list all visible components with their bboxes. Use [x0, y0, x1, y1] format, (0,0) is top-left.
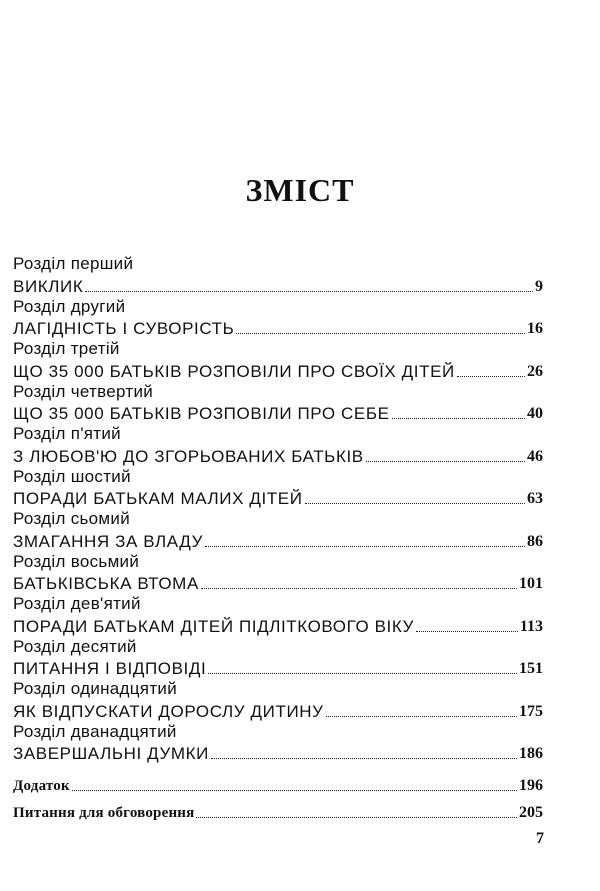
chapter-title: ЗМАГАННЯ ЗА ВЛАДУ [13, 531, 203, 551]
chapter-title: ЛАГІДНІСТЬ І СУВОРІСТЬ [13, 319, 235, 338]
chapter-label: Розділ третій [13, 339, 120, 358]
toc-entry[interactable] [13, 796, 543, 823]
chapter-title: БАТЬКІВСЬКА ВТОМА [13, 574, 199, 593]
page-title: ЗМІСТ [245, 172, 355, 208]
dot-leader [416, 630, 518, 632]
dot-leader [208, 672, 517, 674]
chapter-page-number: 113 [519, 617, 543, 635]
chapter-title: З ЛЮБОВ'Ю ДО ЗГОРЬОВАНИХ БАТЬКІВ [13, 446, 364, 466]
dot-leader [201, 587, 517, 589]
toc-chapter [13, 637, 543, 680]
chapter-page-number: 186 [519, 745, 543, 762]
toc-entry[interactable] [13, 403, 543, 425]
toc-chapter [13, 509, 543, 552]
chapter-title: ПИТАННЯ І ВІДПОВІДІ [13, 659, 207, 678]
chapter-page-number: 26 [527, 362, 543, 380]
dot-leader [211, 757, 517, 759]
chapter-label: Розділ одинадцятий [13, 679, 177, 698]
chapter-title: ЗАВЕРШАЛЬНІ ДУМКИ [13, 744, 209, 763]
dot-leader [366, 460, 525, 462]
dot-leader [457, 375, 525, 377]
chapter-title: ЩО 35 000 БАТЬКІВ РОЗПОВІЛИ ПРО СВОЇХ ДІТЕЙ [13, 361, 455, 381]
chapter-page-number: 101 [519, 575, 543, 592]
chapter-page-number: 63 [527, 490, 543, 507]
chapter-label: Розділ четвертий [13, 381, 154, 401]
toc-entry[interactable] [13, 530, 543, 552]
dot-leader [85, 290, 533, 292]
chapter-page-number: 16 [527, 320, 543, 337]
dot-leader [392, 417, 525, 419]
toc-chapter [13, 722, 543, 765]
toc-entry[interactable] [13, 700, 543, 722]
toc-entry[interactable] [13, 615, 543, 637]
toc-entry[interactable] [13, 360, 543, 382]
toc-chapter [13, 679, 543, 722]
toc-chapter [13, 254, 543, 297]
dot-leader [72, 789, 517, 791]
toc-entry[interactable] [13, 573, 543, 595]
chapter-page-number: 40 [527, 405, 543, 422]
chapter-label: Розділ восьмий [13, 551, 140, 571]
chapter-label: Розділ сьомий [13, 509, 131, 528]
chapter-label: Розділ перший [13, 254, 134, 273]
toc-entry[interactable] [13, 488, 543, 510]
appendix-page-number: 196 [519, 777, 543, 794]
toc-entry[interactable] [13, 318, 543, 340]
chapter-page-number: 86 [527, 532, 543, 550]
table-of-contents [13, 254, 543, 823]
chapter-title: ПОРАДИ БАТЬКАМ МАЛИХ ДІТЕЙ [13, 489, 303, 508]
chapter-label: Розділ п'ятий [13, 424, 121, 443]
chapter-label: Розділ другий [13, 296, 126, 316]
toc-chapter [13, 467, 543, 510]
toc-chapter [13, 594, 543, 637]
toc-entry[interactable] [13, 445, 543, 467]
appendix-list [13, 769, 543, 823]
page-number: 7 [536, 830, 544, 847]
chapter-title: ЯК ВІДПУСКАТИ ДОРОСЛУ ДИТИНУ [13, 701, 324, 721]
dot-leader [236, 332, 525, 334]
chapter-page-number: 175 [519, 702, 543, 720]
toc-chapter [13, 552, 543, 595]
chapter-page-number: 46 [527, 447, 543, 465]
toc-chapter [13, 339, 543, 382]
dot-leader [305, 502, 525, 504]
chapter-list [13, 254, 543, 764]
toc-chapter [13, 297, 543, 340]
toc-chapter [13, 424, 543, 467]
dot-leader [205, 545, 525, 547]
chapter-label: Розділ дванадцятий [13, 721, 177, 741]
appendix-title: Додаток [13, 778, 70, 794]
chapter-label: Розділ дев'ятий [13, 594, 141, 613]
toc-entry[interactable] [13, 769, 543, 796]
toc-chapter [13, 382, 543, 425]
chapter-page-number: 151 [519, 660, 543, 677]
toc-entry[interactable] [13, 743, 543, 765]
chapter-title: ВИКЛИК [13, 276, 84, 296]
chapter-label: Розділ шостий [13, 466, 131, 486]
dot-leader [196, 816, 517, 818]
appendix-page-number: 205 [519, 804, 543, 821]
chapter-title: ЩО 35 000 БАТЬКІВ РОЗПОВІЛИ ПРО СЕБЕ [13, 404, 390, 423]
appendix-title: Питання для обговорення [13, 805, 195, 821]
chapter-title: ПОРАДИ БАТЬКАМ ДІТЕЙ ПІДЛІТКОВОГО ВІКУ [13, 616, 414, 636]
chapter-label: Розділ десятий [13, 636, 137, 656]
dot-leader [326, 715, 517, 717]
toc-entry[interactable] [13, 275, 543, 297]
chapter-page-number: 9 [535, 277, 543, 295]
toc-entry[interactable] [13, 658, 543, 680]
